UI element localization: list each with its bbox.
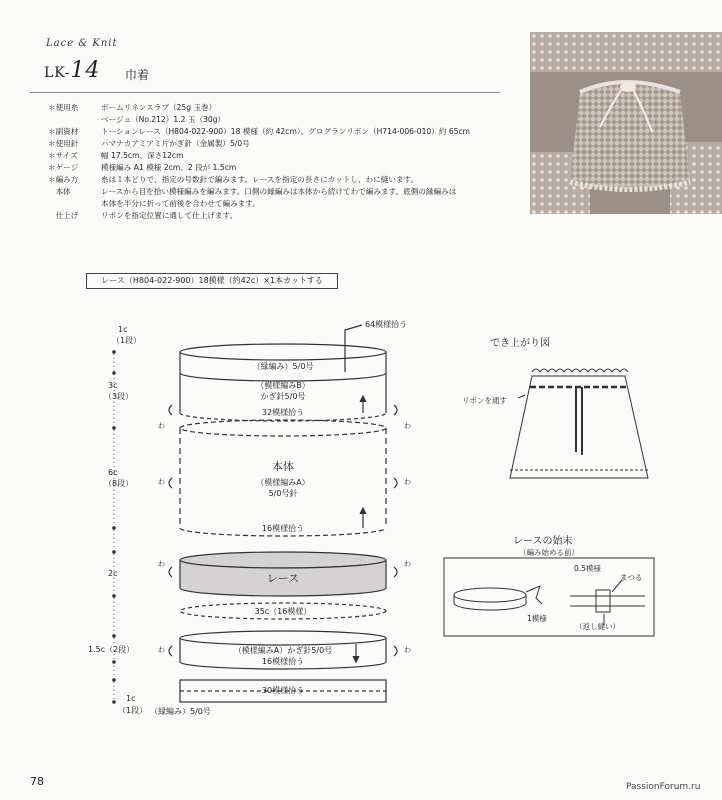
bottomA-label: （模様編みA）かぎ針5/0号 (233, 646, 333, 655)
spec-value: ボームリネンスラブ（25g 玉巻） (101, 103, 217, 112)
lace-label: レース (266, 572, 300, 585)
code-number: 14 (70, 58, 101, 83)
pick30-label: 30模様拾う (261, 686, 305, 695)
edge-bottom-label: （縁編み）5/0号 (150, 707, 211, 716)
wa-label: わ (404, 560, 411, 568)
patB-label-1: （模様編みB） (256, 381, 310, 390)
spec-value: 糸は１本どりで、指定の号数針で編みます。レースを指定の長さにカットし、わに縫います。 (101, 175, 419, 184)
spec-key: ＊編み方 (48, 175, 79, 184)
spec-value: レースから目を拾い模様編みを編みます。口側の縁編みは本体から続けてわで編みます。底側の縁編みは (101, 187, 457, 196)
spec-value: 模様編み A1 模様 2cm、2 段が 1.5cm (101, 163, 237, 172)
finished-title: でき上がり図 (490, 338, 550, 349)
spec-value: ハマナカアミアミ片かぎ針（金属製）5/0号 (101, 139, 250, 148)
body-label-2: 5/0号針 (268, 489, 298, 498)
wa-label: わ (158, 422, 165, 430)
dim-6-b: （1段） (118, 706, 148, 715)
spec-value: トーションレース（H804-022-900）18 模様（約 42cm）、グログランリボン（H714-006-010）約 65cm (101, 127, 471, 136)
wa-label: わ (158, 646, 165, 654)
dim-1-b: （1段） (112, 336, 142, 345)
lace-end-subtitle: （編み始める前） (519, 548, 579, 557)
page-number: 78 (30, 775, 44, 788)
pattern-title: 巾着 (125, 68, 150, 82)
body-title: 本体 (272, 460, 294, 473)
spec-key: 本体 (48, 187, 71, 196)
wa-label: わ (404, 422, 411, 430)
dim-2-b: （3段） (104, 392, 134, 401)
spec-key: ＊使用糸 (48, 103, 79, 112)
lace-end-box (444, 558, 654, 636)
wa-label: わ (158, 560, 165, 568)
dim-6-a: 1c (126, 694, 136, 703)
spec-value: 幅 17.5cm、深さ12cm (101, 151, 184, 160)
one-pattern-label: 1模様 (527, 614, 547, 623)
wa-label: わ (158, 478, 165, 486)
spec-value: ベージュ（No.212）1.2 玉（30g） (101, 115, 226, 124)
edge-top-label: （縁編み）5/0号 (252, 362, 314, 371)
wa-label: わ (404, 646, 411, 654)
lace-cut-label: レース（H804-022-900）18模様（約42c）×1本カットする (86, 273, 338, 289)
watermark: PassionForum.ru (626, 782, 701, 792)
spec-key: ＊副資材 (48, 127, 79, 136)
half-pattern-label: 0.5模様 (574, 564, 601, 573)
dim-5-a: 1.5c（2段） (88, 645, 135, 654)
spec-key: ＊ゲージ (48, 163, 79, 172)
pick16b-label: 16模様拾う (261, 657, 305, 666)
spec-key: 仕上げ (48, 211, 79, 220)
dim-4-a: 2c (108, 569, 118, 578)
spec-value: 本体を半分に折って前後を合わせて編みます。 (101, 199, 260, 208)
patB-label-2: かぎ針5/0号 (260, 392, 306, 401)
code-prefix: LK- (44, 65, 71, 81)
spec-key: ＊使用針 (48, 139, 79, 148)
dim-3-b: （8段） (104, 479, 134, 488)
back-stitch-label: （返し縫い） (575, 622, 620, 631)
spec-value: リボンを指定位置に通して仕上げます。 (101, 211, 238, 220)
lace-length-label: 35c（16模様） (254, 607, 312, 616)
ribbon-label: リボンを通す (462, 396, 507, 405)
pick32-label: 32模様拾う (261, 408, 305, 417)
brand-label: Lace & Knit (46, 38, 118, 49)
body-label-1: （模様編みA） (256, 478, 310, 487)
dim-3-a: 6c (108, 468, 118, 477)
lace-end-title: レースの始末 (513, 536, 573, 547)
dim-2-a: 3c (108, 381, 118, 390)
spec-key: ＊サイズ (48, 151, 78, 160)
dim-1-a: 1c (118, 325, 128, 334)
tsumaru-label: まつる (620, 573, 643, 582)
pick64-label: 64模様拾う (365, 320, 408, 329)
wa-label: わ (404, 478, 411, 486)
pick16a-label: 16模様拾う (261, 524, 305, 533)
